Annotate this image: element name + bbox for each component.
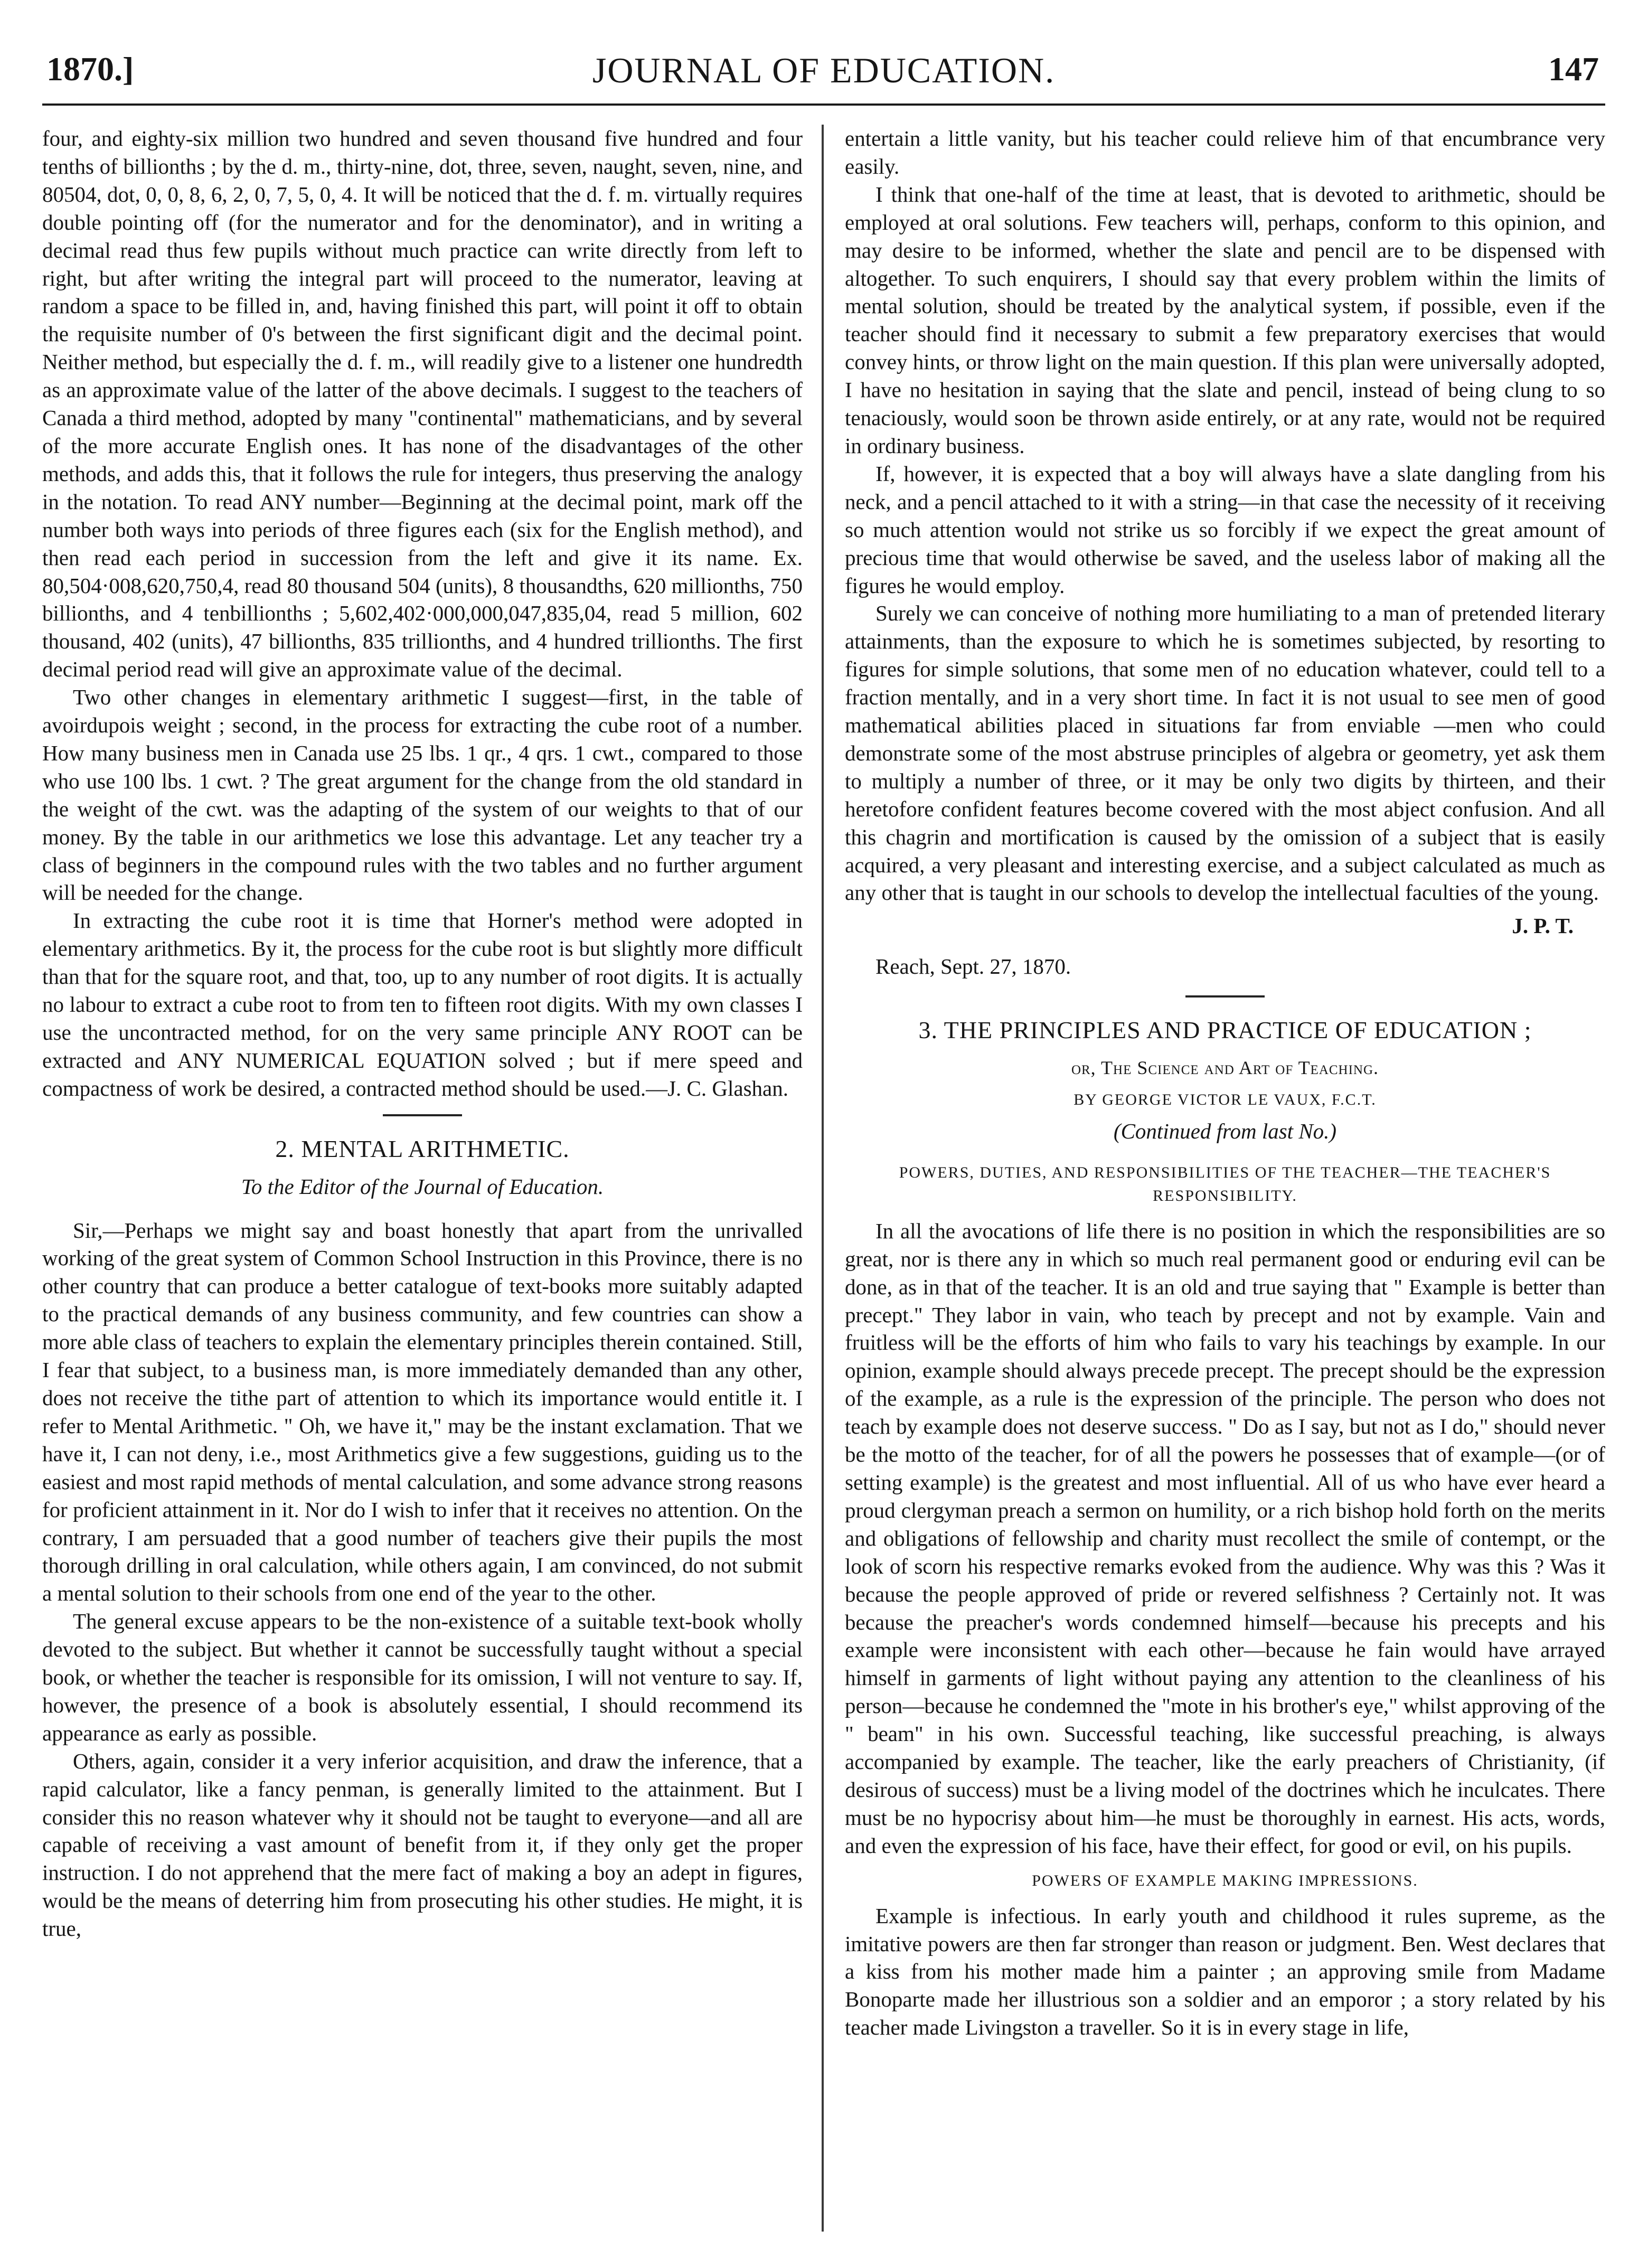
paragraph: Surely we can conceive of nothing more humiliating to a man of pretended literary attainments, than the exposure to which he is sometimes subjected, by resorting to figures for simple solutions, that some men of no education whatever, could tell to a fraction mentally, and in a very short time. In fact it is not usual to see men of good mathematical abilities placed in situations far from enviable —men who could demonstrate some of the most abstruse principles of algebra or geometry, yet ask them to multiply a number of three, or it may be only two digits by thirteen, and their heretofore confident features become covered with the most abject confusion. And all this chagrin and mortification is caused by the omission of a subject that is easily acquired, a very pleasant and interesting exercise, and a subject calculated as much as any other that is taught in our schools to develop the intellectual faculties of the young.: [845, 601, 1605, 905]
paragraph: The general excuse appears to be the non-existence of a suitable text-book wholly devoted to the subject. But whether it cannot be successfully taught without a special book, or whether the teacher is responsible for its omission, I will not venture to say. If, however, the presence of a book is absolutely essential, I should recommend its appearance as early as possible.: [42, 1609, 803, 1745]
subheading: POWERS OF EXAMPLE MAKING IMPRESSIONS.: [1032, 1871, 1418, 1889]
author-byline: BY GEORGE VICTOR LE VAUX, F.C.T.: [1073, 1091, 1377, 1108]
paragraph: I think that one-half of the time at least, that is devoted to arithmetic, should be employed at oral solutions. Few teachers will, perhaps, conform to this opinion, and may desire to be informed, whether the slate and pencil are to be dispensed with altogether. To such enquirers, I should say that every problem within the limits of mental solution, should be treated by the analytical system, if possible, even if the teacher should find it necessary to submit a few preparatory exercises that would convey hints, or throw light on the main question. If this plan were universally adopted, I have no hesitation in saying that the slate and pencil, instead of being clung to so tenaciously, would soon be thrown aside entirely, or at any rate, would not be required in ordinary business.: [845, 182, 1605, 458]
paragraph: Two other changes in elementary arithmetic I suggest—first, in the table of avoirdupois weight ; second, in the process for extracting the cube root of a number. How many business men in Canada use 25 lbs. 1 qr., 4 qrs. 1 cwt., compared to those who use 100 lbs. 1 cwt. ? The great argument for the change from the old standard in the weight of the cwt. was the adapting of the system of our weights to that of our money. By the table in our arithmetics we lose this advantage. Let any teacher try a class of beginners in the compound rules with the two tables and no further argument will be needed for the change.: [42, 685, 803, 905]
page-header: [42, 40, 1605, 106]
subheading: POWERS, DUTIES, AND RESPONSIBILITIES OF THE TEACHER—THE TEACHER'S RESPONSIBILITY.: [899, 1163, 1551, 1204]
page-number: 147: [1548, 50, 1599, 88]
paragraph: entertain a little vanity, but his teacher could relieve him of that encumbrance very easily.: [845, 126, 1605, 178]
section-title: 2. MENTAL ARITHMETIC.: [275, 1135, 570, 1162]
column-divider: [822, 125, 824, 2232]
continuation-note: (Continued from last No.): [1113, 1118, 1337, 1143]
paragraph: Example is infectious. In early youth and childhood it rules supreme, as the imitative powers are then far stronger than reason or judgment. Ben. West declares that a kiss from his mother made him a painter ; an approving smile from Madame Bonoparte made her illustrious son a soldier and an emporor ; a story related by his teacher made Livingston a traveller. So it is in every stage in life,: [845, 1903, 1605, 2040]
signature: J. P. T.: [1512, 914, 1574, 938]
paragraph: In all the avocations of life there is no position in which the responsibilities are so great, nor is there any in which so much real permanent good or enduring evil can be done, as in that of the teacher. It is an old and true saying that " Example is better than precept." They labor in vain, who teach by precept and not by example. Vain and fruitless will be the efforts of him who fails to vary his teachings by example. In our opinion, example should always precede precept. The precept should be the expression of the example, as a rule is the expression of the principle. The person who does not teach by example does not deserve success. " Do as I say, but not as I do," should never be the motto of the teacher, for of all the powers he possesses that of example—(or of setting example) is the greatest and most influential. All of us who have ever heard a proud clergyman preach a sermon on humility, or a rich bishop hold forth on the merits and obligations of fellowship and charity must recollect the smile of contempt, or the look of scorn his respective remarks evoked from the audience. Why was this ? Was it because the people approved of pride or revered selfishness ? Certainly not. It was because the preacher's words condemned himself—because his precepts and his example were inconsistent with each other—because he fain would have arrayed himself in garments of light without paying any attention to the cleanliness of his person—because he condemned the "mote in his brother's eye," whilst approving of the " beam" in his own. Successful teaching, like successful preaching, is always accompanied by example. The teacher, like the early preachers of Christianity, (if desirous of success) must be a living model of the doctrines which he inculcates. There must be no hypocrisy about him—he must be thoroughly in earnest. His acts, words, and even the expression of his face, have their effect, for good or evil, on his pupils.: [845, 1218, 1605, 1858]
paragraph: four, and eighty-six million two hundred and seven thousand five hundred and four tenths of billionths ; by the d. m., thirty-nine, dot, three, seven, naught, seven, nine, and 80504, dot, 0, 0, 8, 6, 2, 0, 7, 5, 0, 4. It will be noticed that the d. f. m. virtually requires double pointing off (for the numerator and for the denominator), and in writing a decimal read thus few pupils without much practice can write directly from left to right, but after writing the integral part will proceed to the numerator, leaving at random a space to be filled in, and, having finished this part, will point it off to obtain the requisite number of 0's between the first significant digit and the decimal point. Neither method, but especially the d. f. m., will readily give to a listener one hundredth as an approximate value of the latter of the above decimals. I suggest to the teachers of Canada a third method, adopted by many "continental" mathematicians, and by several of the more accurate English ones. It has none of the disadvantages of the other methods, and adds this, that it follows the rule for integers, thus preserving the analogy in the notation. To read ANY number—Beginning at the decimal point, mark off the number both ways into periods of three figures each (six for the English method), and then read each period in succession from the left and give it its name. Ex. 80,504·008,620,750,4, read 80 thousand 504 (units), 8 thousandths, 620 millionths, 750 billionths, and 4 tenbillionths ; 5,602,402·000,000,047,835,04, read 5 million, 602 thousand, 402 (units), 47 billionths, 835 trillionths, and 4 hundred trillionths. The first decimal period read will give an approximate value of the decimal.: [42, 126, 803, 682]
paragraph: Others, again, consider it a very inferior acquisition, and draw the inference, that a rapid calculator, like a fancy penman, is generally limited to the attainment. But I consider this no reason whatever why it should not be taught to everyone—and all are capable of receiving a vast amount of benefit from it, if they only get the proper instruction. I do not apprehend that the mere fact of making a boy an adept in figures, would be the means of deterring him from prosecuting his other studies. He might, it is true,: [42, 1748, 803, 1941]
paragraph: In extracting the cube root it is time that Horner's method were adopted in elementary arithmetics. By it, the process for the cube root is but slightly more difficult than that for the square root, and that, too, up to any number of root digits. It is actually no labour to extract a cube root to from ten to fifteen root digits. With my own classes I use the uncontracted method, for on the very same principle ANY ROOT can be extracted and ANY NUMERICAL EQUATION solved ; but if mere speed and compactness of work be desired, a contracted method should be used.—J. C. Glashan.: [42, 908, 803, 1100]
section-title: 3. THE PRINCIPLES AND PRACTICE OF EDUCATION ;: [918, 1017, 1532, 1044]
paragraph: Sir,—Perhaps we might say and boast honestly that apart from the unrivalled working of the great system of Common School Instruction in this Province, there is no other country that can produce a better catalogue of text-books more suitably adapted to the practical demands of any business community, and few countries can show a more able class of teachers to explain the elementary principles therein contained. Still, I fear that subject, to a business man, is more immediately demanded than any other, does not receive the tithe part of attention to which its importance would entitle it. I refer to Mental Arithmetic. " Oh, we have it," may be the instant exclamation. That we have it, I can not deny, i.e., most Arithmetics give a few suggestions, guiding us to the easiest and most rapid methods of mental calculation, and some advance strong reasons for proficient attainment in it. Nor do I wish to infer that it receives no attention. On the contrary, I am persuaded that a good number of teachers give their pupils the most thorough drilling in oral calculation, while others again, I am convinced, do not submit a mental solution to their schools from one end of the year to the other.: [42, 1218, 803, 1606]
section-divider: [1185, 995, 1265, 997]
header-year: 1870.]: [46, 50, 134, 88]
left-column: [42, 125, 803, 2232]
section-subtitle: or, The Science and Art of Teaching.: [1071, 1057, 1379, 1079]
dateline: Reach, Sept. 27, 1870.: [875, 954, 1071, 979]
paragraph: If, however, it is expected that a boy will always have a slate dangling from his neck, and a pencil attached to it with a string—in that case the necessity of it receiving so much attention would not strike us so forcibly if we expect the great amount of precious time that would otherwise be saved, and the useless labor of making all the figures he would employ.: [845, 461, 1605, 598]
right-column: [845, 125, 1605, 2232]
section-divider: [383, 1114, 462, 1116]
journal-title: JOURNAL OF EDUCATION.: [592, 50, 1056, 90]
section-subtitle: To the Editor of the Journal of Education.: [241, 1174, 604, 1199]
